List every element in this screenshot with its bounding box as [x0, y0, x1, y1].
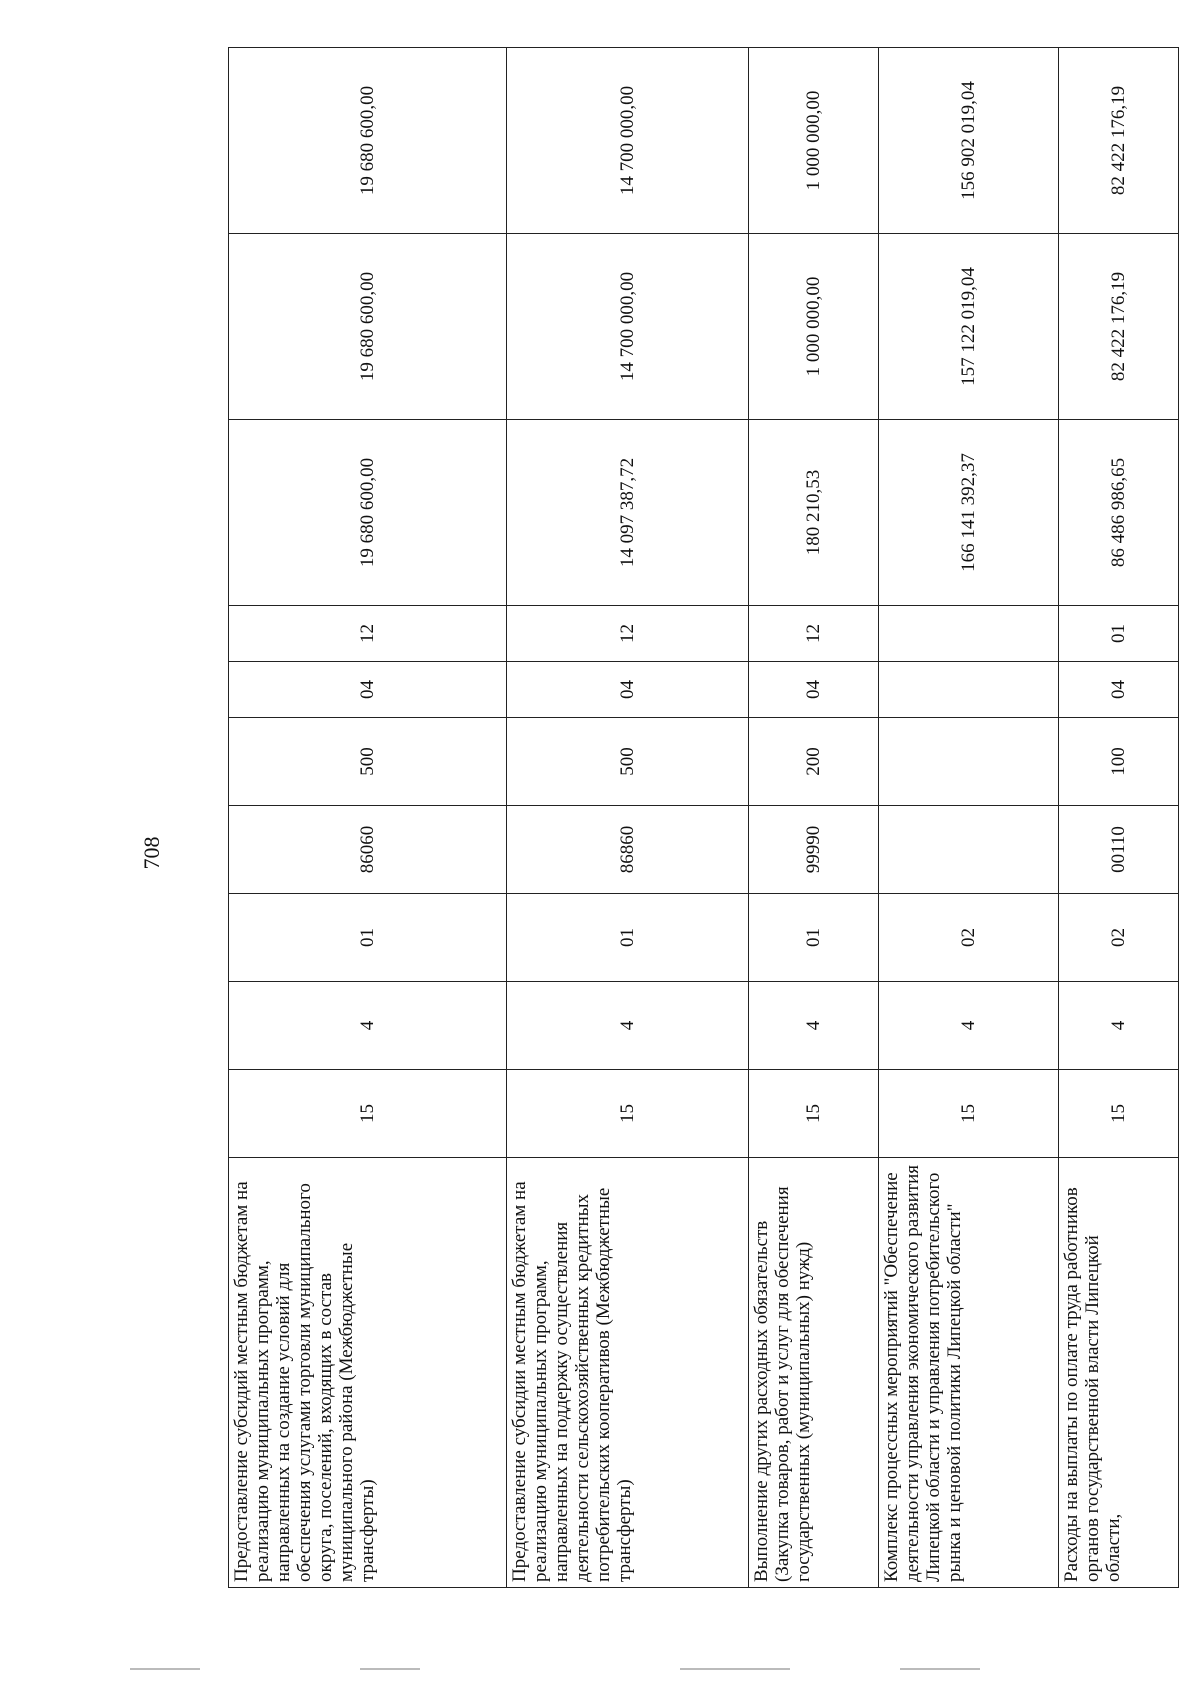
code-gp: 15: [1059, 1070, 1179, 1158]
table-row: [229, 48, 507, 1588]
amount-year-1: 86 486 986,65: [1059, 420, 1179, 606]
code-direction: 86060: [229, 806, 507, 894]
budget-table: [228, 47, 1179, 1588]
code-section: 04: [507, 662, 749, 718]
table-row: [1059, 48, 1179, 1588]
page-number: 708: [139, 836, 164, 870]
code-direction: 00110: [1059, 806, 1179, 894]
rotated-page: [130, 81, 1180, 1588]
code-gp: 15: [507, 1070, 749, 1158]
amount-year-3: 1 000 000,00: [749, 48, 879, 234]
row-name: Расходы на выплаты по оплате труда работников органов государственной власти Липецкой области,: [1059, 1158, 1179, 1588]
code-main: 02: [1059, 894, 1179, 982]
scan-artifact-line: [900, 1668, 980, 1670]
table-row: [879, 48, 1059, 1588]
code-main: 01: [507, 894, 749, 982]
amount-year-3: 19 680 600,00: [229, 48, 507, 234]
code-section: 04: [749, 662, 879, 718]
scan-artifact-line: [360, 1668, 420, 1670]
amount-year-1: 166 141 392,37: [879, 420, 1059, 606]
code-direction: [879, 806, 1059, 894]
code-sub: 4: [507, 982, 749, 1070]
code-gp: 15: [879, 1070, 1059, 1158]
amount-year-3: 14 700 000,00: [507, 48, 749, 234]
code-main: 01: [229, 894, 507, 982]
scan-artifact-line: [680, 1668, 790, 1670]
code-sub: 4: [1059, 982, 1179, 1070]
code-direction: 86860: [507, 806, 749, 894]
code-main: 02: [879, 894, 1059, 982]
code-expense-type: [879, 718, 1059, 806]
amount-year-2: 1 000 000,00: [749, 234, 879, 420]
amount-year-1: 19 680 600,00: [229, 420, 507, 606]
code-sub: 4: [879, 982, 1059, 1070]
code-subsection: 12: [507, 606, 749, 662]
code-subsection: [879, 606, 1059, 662]
code-gp: 15: [229, 1070, 507, 1158]
code-expense-type: 200: [749, 718, 879, 806]
code-expense-type: 100: [1059, 718, 1179, 806]
amount-year-2: 14 700 000,00: [507, 234, 749, 420]
amount-year-1: 180 210,53: [749, 420, 879, 606]
amount-year-2: 157 122 019,04: [879, 234, 1059, 420]
code-gp: 15: [749, 1070, 879, 1158]
code-section: 04: [1059, 662, 1179, 718]
row-name: Предоставление субсидий местным бюджетам на реализацию муниципальных программ, направленных на создание условий для обеспечения услугами торговли муниципального округа, поселений, входящих в состав муниципального района (Межбюджетные трансферты): [229, 1158, 507, 1588]
code-expense-type: 500: [507, 718, 749, 806]
code-section: [879, 662, 1059, 718]
amount-year-3: 82 422 176,19: [1059, 48, 1179, 234]
scan-artifact-line: [130, 1668, 200, 1670]
code-subsection: 01: [1059, 606, 1179, 662]
table-row: [507, 48, 749, 1588]
amount-year-2: 19 680 600,00: [229, 234, 507, 420]
code-expense-type: 500: [229, 718, 507, 806]
row-name: Предоставление субсидии местным бюджетам на реализацию муниципальных программ, направленных на поддержку осуществления деятельности сельскохозяйственных кредитных потребительских кооперативов (Межбюджетные трансферты): [507, 1158, 749, 1588]
code-sub: 4: [749, 982, 879, 1070]
code-direction: 99990: [749, 806, 879, 894]
table-row: [749, 48, 879, 1588]
row-name: Комплекс процессных мероприятий "Обеспечение деятельности управления экономического развития Липецкой области и управления потребительского рынка и ценовой политики Липецкой области": [879, 1158, 1059, 1588]
amount-year-3: 156 902 019,04: [879, 48, 1059, 234]
code-sub: 4: [229, 982, 507, 1070]
amount-year-1: 14 097 387,72: [507, 420, 749, 606]
row-name: Выполнение других расходных обязательств (Закупка товаров, работ и услуг для обеспечения государственных (муниципальных) нужд): [749, 1158, 879, 1588]
code-main: 01: [749, 894, 879, 982]
code-section: 04: [229, 662, 507, 718]
amount-year-2: 82 422 176,19: [1059, 234, 1179, 420]
code-subsection: 12: [229, 606, 507, 662]
code-subsection: 12: [749, 606, 879, 662]
